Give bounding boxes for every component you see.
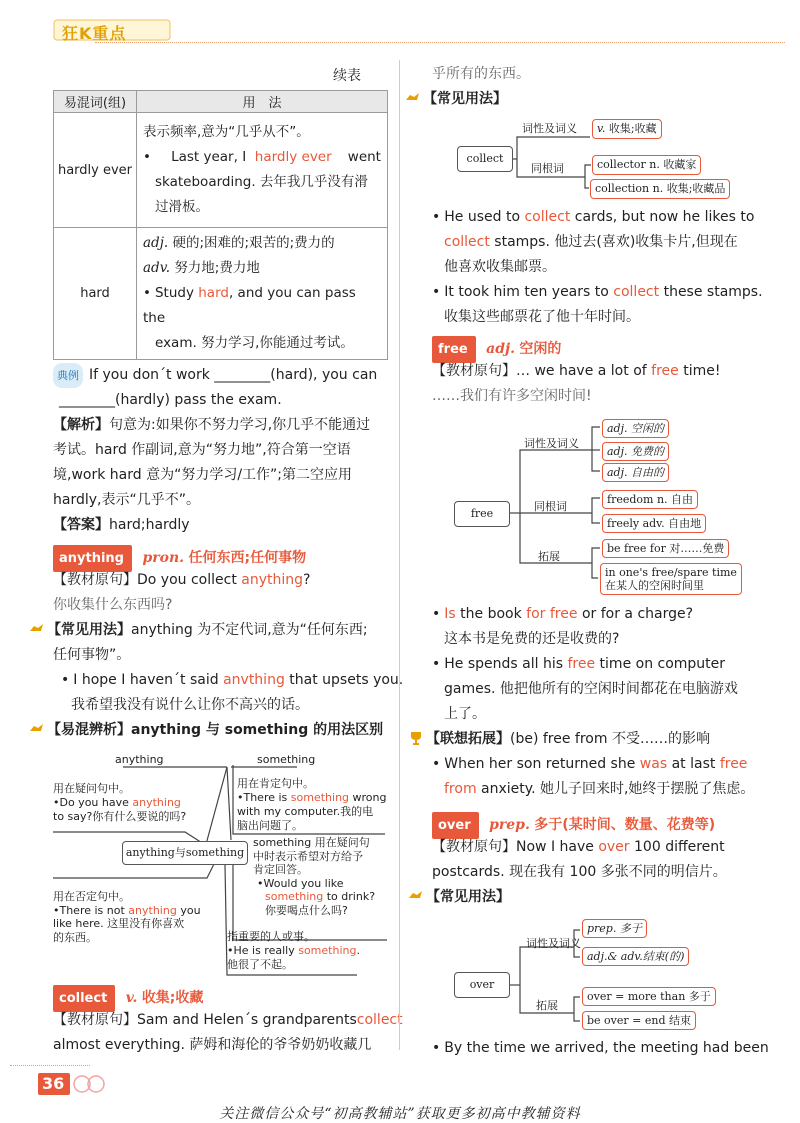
continued-label: 续表 (333, 68, 361, 84)
table-header-usage: 用 法 (137, 91, 388, 113)
dog-icon (29, 622, 45, 636)
page-number-badge (38, 1073, 112, 1095)
collect-map-box: collector n. 收藏家 (592, 155, 701, 175)
diagram-label-anything: anything (115, 753, 164, 766)
collect-mindmap: collect 词性及词义 v. 收集;收藏 同根词 collector n. 收藏家 collection n. 收集;收藏品 (455, 115, 755, 205)
trophy-icon (408, 731, 424, 745)
word-tag-collect: collect (53, 985, 115, 1012)
over-map-box: prep. 多于 (582, 919, 647, 938)
free-map-box: adj. 免费的 (602, 442, 669, 461)
collect-source-continued: 乎所有的东西。 (432, 66, 530, 82)
collect-map-box: collection n. 收集;收藏品 (590, 179, 730, 199)
word-tag-anything: anything (53, 545, 132, 572)
over-example: • By the time we arrived, the meeting had been (432, 1036, 769, 1061)
table-header-word: 易混词(组) (54, 91, 137, 113)
free-map-center: free (454, 501, 510, 527)
example-section: 典例 If you don´t work ________(hard), you can ________(hardly) pass the exam. 【解析】句意为:如果你不努力学习,你几乎不能通过 考试。hard 作副词,意为“努力地”,符合第一空语 境,work hard 意为“努力学习/工作”;第二空应用 hardly,表示“几乎不”。 【答案】hard;hardly (53, 363, 388, 538)
dog-icon (405, 91, 421, 105)
over-map-box: adj.& adv.结束(的) (582, 947, 689, 966)
free-map-box: freely adv. 自由地 (602, 514, 706, 533)
column-divider (399, 60, 400, 1050)
dog-icon (29, 722, 45, 736)
diagram-negative-usage: 用在否定句中。 •There is not anything you like here. 这里没有你喜欢 的东西。 (53, 890, 201, 944)
diagram-important-usage: 指重要的人或事。 •He is really something. 他很了不起。 (227, 930, 360, 971)
over-section: over prep. 多于(某时间、数量、花费等) 【教材原句】Now I have over 100 different postcards. 现在我有 100 多张不同的明信片。 【常见用法】 (432, 812, 767, 910)
over-map-box: over = more than 多于 (582, 987, 716, 1006)
free-section: free adj. 空闲的 【教材原句】… we have a lot of free time! ……我们有许多空闲时间! (432, 336, 767, 409)
footer-dotted-line (10, 1065, 90, 1066)
flower-ornament-icon (70, 1073, 110, 1095)
logo-text: 狂K重点 (62, 24, 127, 43)
free-map-box: adj. 空闲的 (602, 419, 669, 438)
table-row-word: hardly ever (54, 113, 137, 228)
diagram-label-something: something (257, 753, 316, 766)
anything-something-diagram (45, 750, 390, 978)
anything-section: anything pron. 任何东西;任何事物 【教材原句】Do you collect anything? 你收集什么东西吗? 【常见用法】anything 为不定代词,意为“任何东西; 任何事物”。 • I hope I haven´t said anvthing that upsets you. 我希望我没有说什么让你不高兴的话。 【易混辨析】anything 与 something 的用法区别 (53, 545, 388, 743)
over-map-box: be over = end 结束 (582, 1011, 696, 1030)
page-number: 36 (42, 1074, 65, 1093)
over-map-center: over (454, 972, 510, 998)
diagram-question-usage: 用在疑问句中。 •Do you have anything to say?你有什么要说的吗? (53, 782, 187, 823)
header-dotted-line (95, 42, 785, 43)
collect-map-box: v. 收集;收藏 (592, 119, 662, 139)
free-map-box: freedom n. 自由 (602, 490, 698, 509)
table-row-word: hard (54, 228, 137, 360)
over-mindmap: over 词性及词义 prep. 多于 adj.& adv.结束(的) 拓展 over = more than 多于 be over = end 结束 (452, 915, 752, 1035)
header-logo (52, 14, 172, 44)
dog-icon (408, 889, 424, 903)
free-map-box: in one's free/spare time 在某人的空闲时间里 (600, 563, 742, 595)
table-row-usage: adj. 硬的;困难的;艰苦的;费力的 adv. 努力地;费力地 • Study hard, and you can pass the exam. 努力学习,你能通过考试。 (137, 228, 388, 360)
word-tag-over: over (432, 812, 479, 839)
free-map-box: be free for 对……免费 (602, 539, 729, 558)
example-badge: 典例 (53, 363, 83, 388)
collect-examples: • He used to collect cards, but now he likes to collect stamps. 他过去(喜欢)收集卡片,但现在 他喜欢收集邮票。 • It took him ten years to collect these stamps. 收集这些邮票花了他十年时间。 (432, 205, 767, 330)
diagram-question-hope-usage: something 用在疑问句 中时表示希望对方给予 肯定回答。 •Would you like something to drink? 你要喝点什么吗? (253, 836, 376, 917)
word-tag-free: free (432, 336, 476, 363)
free-map-box: adj. 自由的 (602, 463, 669, 482)
diagram-positive-usage: 用在肯定句中。 •There is something wrong with my computer.我的电 脑出问题了。 (237, 777, 387, 832)
table-row-usage: 表示频率,意为“几乎从不”。 • Last year, I hardly ever went skateboarding. 去年我几乎没有滑 过滑板。 (137, 113, 388, 228)
collect-map-center: collect (457, 146, 513, 172)
free-mindmap: free 词性及词义 adj. 空闲的 adj. 免费的 adj. 自由的 同根词 freedom n. 自由 freely adv. 自由地 拓展 be free for 对……免费 in one's free/spare time 在某人的空闲时间里 (452, 415, 752, 600)
collect-section-left: collect v. 收集;收藏 【教材原句】Sam and Helen´s grandparents collect almost everything. 萨姆和海伦的爷爷奶奶收藏几 (53, 985, 388, 1058)
header-bar (0, 0, 800, 48)
footer-notice: 关注微信公众号“初高教辅站”获取更多初高中教辅资料 (219, 1106, 581, 1122)
free-examples: • Is the book for free or for a charge? 这本书是免费的还是收费的? • He spends all his free time on computer games. 他把他所有的空闲时间都花在电脑游戏 上了。 【联想拓展】(be) free from 不受……的影响 • When her son returned she was at last free from anxiety. 她儿子回来时,她终于摆脱了焦虑。 (432, 602, 767, 802)
collect-usage-heading: 【常见用法】 (405, 87, 507, 112)
confusable-words-table (53, 90, 388, 360)
diagram-center-node: anything与something (122, 841, 248, 865)
